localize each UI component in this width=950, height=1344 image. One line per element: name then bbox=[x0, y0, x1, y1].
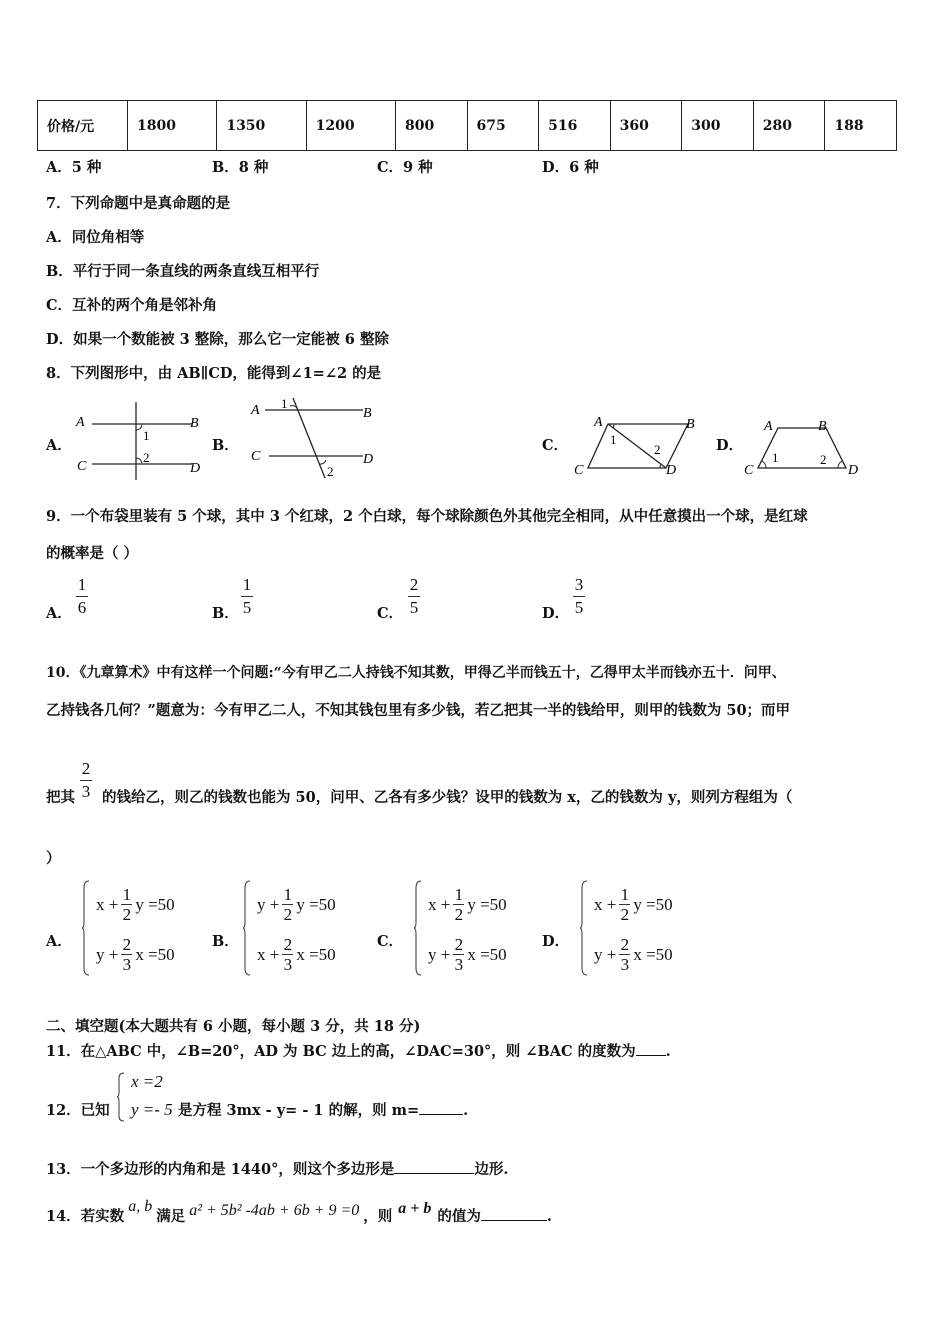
point-label: D bbox=[666, 463, 677, 478]
q12-system: x =2 y =- 5 bbox=[117, 1072, 187, 1126]
point-label: B bbox=[686, 417, 695, 432]
point-label: B bbox=[363, 406, 372, 421]
table-cell: 800 bbox=[395, 101, 467, 151]
numerator: 1 bbox=[77, 575, 87, 594]
point-label: B bbox=[818, 419, 827, 434]
q12-pre: 12．已知 bbox=[46, 1102, 110, 1119]
price-table bbox=[37, 100, 897, 151]
q14-mid: 满足 bbox=[156, 1208, 186, 1225]
q8-figure-a bbox=[70, 396, 210, 482]
q9-option-d-label[interactable]: D． bbox=[542, 605, 570, 622]
q9-option-a-fraction bbox=[76, 576, 88, 617]
point-label: C bbox=[251, 449, 261, 464]
table-cell: 300 bbox=[682, 101, 754, 151]
table-cell: 1800 bbox=[128, 101, 217, 151]
point-label: C bbox=[574, 463, 584, 478]
q14-vars: a, b bbox=[128, 1198, 153, 1215]
table-cell: 360 bbox=[610, 101, 682, 151]
table-cell: 516 bbox=[539, 101, 611, 151]
q14-end: . bbox=[546, 1208, 552, 1225]
denominator: 5 bbox=[574, 598, 584, 617]
point-label: A bbox=[764, 419, 773, 434]
q10-line2: 乙持钱各几何？”题意为：今有甲乙二人，不知其钱包里有多少钱，若乙把其一半的钱给甲，则甲的钱数为 50；而甲 bbox=[46, 702, 791, 719]
table-cell: 1200 bbox=[306, 101, 395, 151]
q10-line3-pre: 把其 bbox=[46, 789, 75, 806]
q14 bbox=[46, 1198, 552, 1226]
q14-equation: a² + 5b² -4ab + 6b + 9 =0 bbox=[189, 1202, 360, 1219]
table-cell: 188 bbox=[825, 101, 897, 151]
angle-label: 2 bbox=[143, 450, 150, 465]
point-label: C bbox=[77, 459, 87, 474]
q9-option-d-fraction bbox=[573, 576, 585, 617]
q7-stem: 7．下列命题中是真命题的是 bbox=[46, 195, 231, 212]
q13-pre: 13．一个多边形的内角和是 1440°，则这个多边形是 bbox=[46, 1161, 395, 1178]
denominator: 5 bbox=[242, 598, 252, 617]
option-label: D． bbox=[542, 159, 570, 176]
q12 bbox=[178, 1099, 468, 1120]
q6-option-b[interactable] bbox=[212, 156, 268, 177]
q10-option-a-label[interactable]: A． bbox=[46, 933, 72, 950]
q10-option-d-label[interactable]: D． bbox=[542, 933, 570, 950]
q8-stem: 8．下列图形中，由 AB∥CD，能得到∠1=∠2 的是 bbox=[46, 365, 382, 382]
option-text: 6 种 bbox=[569, 159, 599, 176]
q9-option-b-fraction bbox=[241, 576, 253, 617]
point-label: D bbox=[848, 463, 859, 478]
angle-label: 1 bbox=[281, 396, 288, 411]
q7-option-a[interactable]: A．同位角相等 bbox=[46, 229, 145, 246]
point-label: D bbox=[363, 452, 374, 467]
q8-option-a-label[interactable]: A． bbox=[46, 437, 72, 454]
denominator: 6 bbox=[77, 598, 87, 617]
option-label: B． bbox=[212, 159, 239, 176]
q9-option-c-label[interactable]: C． bbox=[377, 605, 404, 622]
q13 bbox=[46, 1158, 508, 1179]
numerator: 1 bbox=[242, 575, 252, 594]
section-heading: 二、填空题(本大题共有 6 小题，每小题 3 分，共 18 分) bbox=[46, 1018, 421, 1035]
q10-option-b-system: y + 1 2 y =50 x + 2 3 x =50 bbox=[243, 880, 363, 980]
option-label: A． bbox=[46, 159, 72, 176]
q10-line1: 10．《九章算术》中有这样一个问题:“今有甲乙二人持钱不知其数，甲得乙半而钱五十，乙得甲太半而钱亦五十．问甲、 bbox=[46, 665, 786, 681]
q11 bbox=[46, 1040, 671, 1061]
angle-label: 2 bbox=[654, 442, 661, 457]
q9-stem-line2: 的概率是（ ） bbox=[46, 545, 139, 562]
point-label: A bbox=[594, 415, 603, 430]
q10-inline-fraction bbox=[80, 760, 92, 801]
table-cell: 1350 bbox=[217, 101, 306, 151]
table-header: 价格/元 bbox=[38, 101, 128, 151]
q8-option-d-label[interactable]: D． bbox=[716, 437, 744, 454]
point-label: A bbox=[251, 403, 260, 418]
angle-label: 1 bbox=[610, 432, 617, 447]
q9-option-a-label[interactable]: A． bbox=[46, 605, 72, 622]
q13-post: 边形. bbox=[474, 1161, 509, 1178]
answer-blank[interactable] bbox=[636, 1055, 666, 1056]
q6-option-a[interactable] bbox=[46, 156, 101, 177]
point-label: A bbox=[76, 415, 85, 430]
q8-figure-c bbox=[572, 412, 702, 482]
point-label: D bbox=[190, 461, 201, 476]
q12-end: . bbox=[463, 1102, 469, 1119]
q8-figure-b bbox=[245, 394, 385, 484]
q9-option-c-fraction bbox=[408, 576, 420, 617]
q8-figure-d bbox=[742, 412, 872, 482]
table-cell: 280 bbox=[753, 101, 825, 151]
angle-label: 2 bbox=[327, 464, 334, 479]
q10-option-c-label[interactable]: C． bbox=[377, 933, 404, 950]
q6-option-c[interactable] bbox=[377, 156, 433, 177]
table-cell: 675 bbox=[467, 101, 539, 151]
denominator: 3 bbox=[81, 782, 91, 801]
q10-option-d-system: x + 1 2 y =50 y + 2 3 x =50 bbox=[580, 880, 700, 980]
q10-option-c-system: x + 1 2 y =50 y + 2 3 x =50 bbox=[414, 880, 534, 980]
q7-option-d[interactable]: D．如果一个数能被 3 整除，那么它一定能被 6 整除 bbox=[46, 331, 389, 348]
q7-option-b[interactable]: B．平行于同一条直线的两条直线互相平行 bbox=[46, 263, 320, 280]
angle-label: 2 bbox=[820, 452, 827, 467]
denominator: 5 bbox=[409, 598, 419, 617]
angle-label: 1 bbox=[772, 450, 779, 465]
answer-blank[interactable] bbox=[481, 1220, 547, 1221]
q8-option-c-label[interactable]: C． bbox=[542, 437, 569, 454]
q12-post: 是方程 3mx - y= - 1 的解，则 m= bbox=[178, 1102, 420, 1119]
q9-stem-line1: 9．一个布袋里装有 5 个球，其中 3 个红球，2 个白球，每个球除颜色外其他完全相同，从中任意摸出一个球，是红球 bbox=[46, 508, 808, 525]
numerator: 3 bbox=[574, 575, 584, 594]
option-text: 9 种 bbox=[403, 159, 433, 176]
option-text: 5 种 bbox=[71, 159, 102, 176]
q11-end: . bbox=[665, 1043, 671, 1060]
q14-expr: a + b bbox=[398, 1200, 432, 1217]
q14-mid2: ，则 bbox=[363, 1208, 393, 1225]
q10-line4: ） bbox=[46, 850, 61, 867]
point-label: C bbox=[744, 463, 754, 478]
q8-option-b-label[interactable]: B． bbox=[212, 437, 239, 454]
answer-blank[interactable] bbox=[394, 1173, 474, 1174]
angle-label: 1 bbox=[143, 428, 150, 443]
numerator: 2 bbox=[409, 575, 419, 594]
q14-post: 的值为 bbox=[437, 1208, 481, 1225]
q10-line3-post: 的钱给乙，则乙的钱数也能为 50，问甲、乙各有多少钱？设甲的钱数为 x，乙的钱数为 y，则列方程组为（ bbox=[102, 789, 793, 806]
q7-option-c[interactable]: C．互补的两个角是邻补角 bbox=[46, 297, 218, 314]
q11-text: 11．在△ABC 中，∠B=20°，AD 为 BC 边上的高，∠DAC=30°，则 ∠BAC 的度数为 bbox=[46, 1043, 636, 1060]
q10-option-a-system: x + 1 2 y =50 y + 2 3 x =50 bbox=[82, 880, 202, 980]
q6-option-d[interactable] bbox=[542, 156, 599, 177]
q10-option-b-label[interactable]: B． bbox=[212, 933, 239, 950]
point-label: B bbox=[190, 416, 199, 431]
numerator: 2 bbox=[81, 759, 91, 778]
option-label: C． bbox=[377, 159, 404, 176]
answer-blank[interactable] bbox=[419, 1114, 463, 1115]
q9-option-b-label[interactable]: B． bbox=[212, 605, 239, 622]
option-text: 8 种 bbox=[238, 159, 269, 176]
q14-pre: 14．若实数 bbox=[46, 1208, 125, 1225]
